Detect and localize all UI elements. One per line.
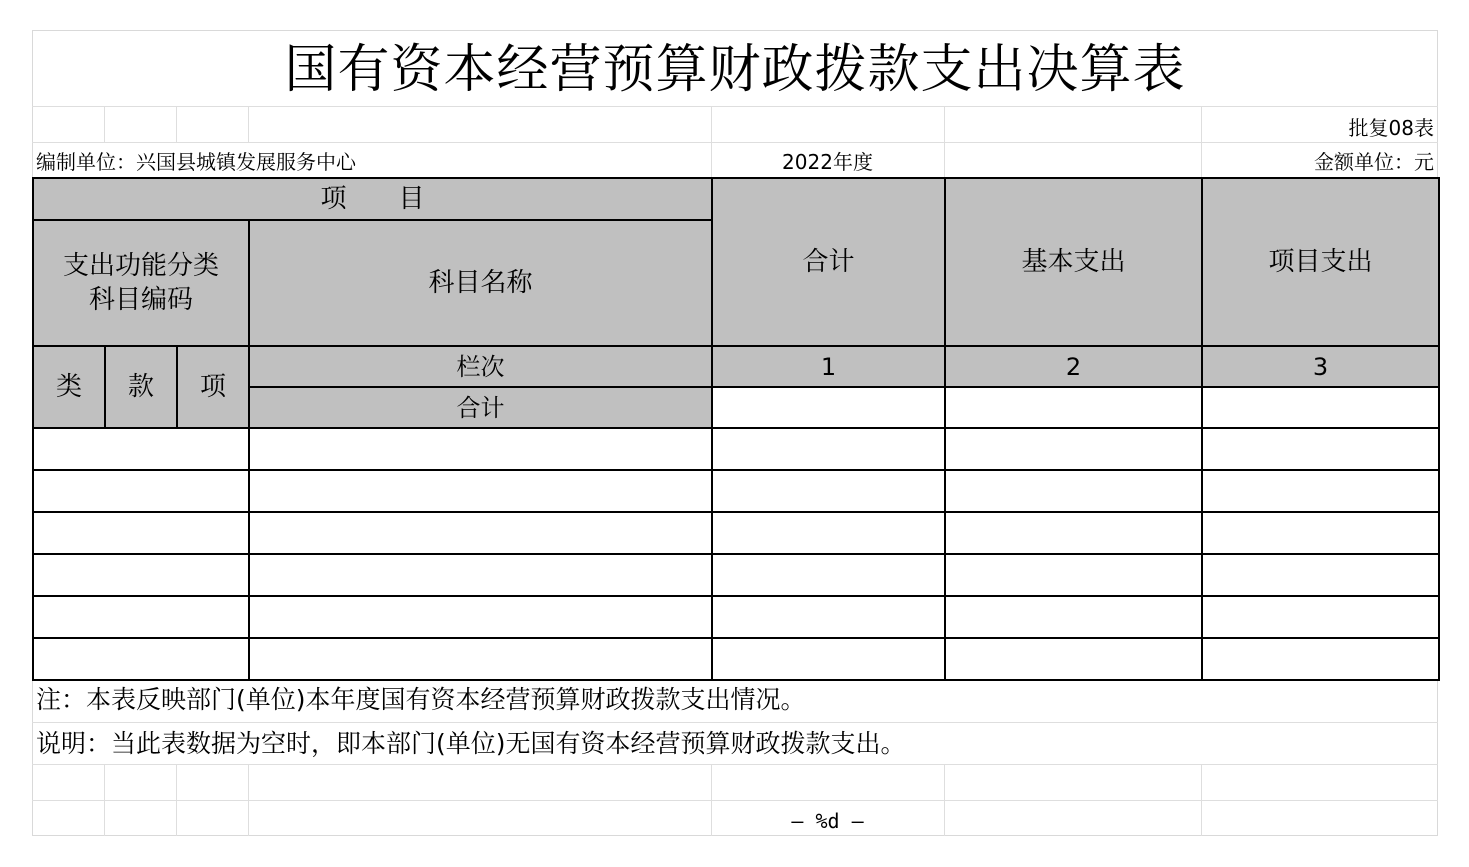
cell-basic[interactable] <box>945 512 1202 554</box>
gridline <box>104 764 105 836</box>
cell-project[interactable] <box>1202 428 1439 470</box>
cell-subject[interactable] <box>249 596 712 638</box>
col-number-2: 2 <box>945 346 1202 387</box>
cell-total-basic[interactable] <box>945 387 1202 428</box>
cell-code[interactable] <box>33 470 249 512</box>
cell-basic[interactable] <box>945 596 1202 638</box>
cell-project[interactable] <box>1202 470 1439 512</box>
row-total-label: 合计 <box>249 387 712 428</box>
row-lanci-label: 栏次 <box>249 346 712 387</box>
cell-subject[interactable] <box>249 554 712 596</box>
header-xiang: 项 <box>177 346 249 428</box>
table-row <box>33 470 1439 512</box>
header-basic-expenditure: 基本支出 <box>945 178 1202 346</box>
cell-total[interactable] <box>712 512 945 554</box>
cell-project[interactable] <box>1202 554 1439 596</box>
header-function-code: 支出功能分类 科目编码 <box>33 220 249 346</box>
cell-subject[interactable] <box>249 638 712 680</box>
cell-project[interactable] <box>1202 512 1439 554</box>
gridline <box>104 106 105 142</box>
cell-code[interactable] <box>33 428 249 470</box>
form-number: 批复08表 <box>1348 116 1434 140</box>
cell-basic[interactable] <box>945 470 1202 512</box>
gridline <box>1201 106 1202 178</box>
cell-project[interactable] <box>1202 638 1439 680</box>
gridline <box>944 106 945 178</box>
cell-subject[interactable] <box>249 428 712 470</box>
cell-total[interactable] <box>712 596 945 638</box>
cell-subject[interactable] <box>249 470 712 512</box>
cell-code[interactable] <box>33 512 249 554</box>
cell-total[interactable] <box>712 554 945 596</box>
note-line: 注：本表反映部门(单位)本年度国有资本经营预算财政拨款支出情况。 <box>36 685 806 714</box>
compiling-unit: 编制单位：兴国县城镇发展服务中心 <box>36 150 356 174</box>
table-row <box>33 596 1439 638</box>
gridline <box>248 106 249 142</box>
gridline <box>1201 764 1202 836</box>
cell-project[interactable] <box>1202 596 1439 638</box>
cell-code[interactable] <box>33 596 249 638</box>
gridline <box>32 800 1438 801</box>
header-project: 项 目 <box>33 178 712 220</box>
table-row <box>33 638 1439 680</box>
gridline <box>176 106 177 142</box>
cell-total-project[interactable] <box>1202 387 1439 428</box>
gridline <box>176 764 177 836</box>
cell-basic[interactable] <box>945 428 1202 470</box>
cell-subject[interactable] <box>249 512 712 554</box>
cell-total[interactable] <box>712 638 945 680</box>
currency-unit: 金额单位：元 <box>1314 150 1434 174</box>
cell-basic[interactable] <box>945 638 1202 680</box>
table-row <box>33 512 1439 554</box>
col-number-3: 3 <box>1202 346 1439 387</box>
gridline <box>32 106 1438 107</box>
gridline <box>32 722 1438 723</box>
header-total: 合计 <box>712 178 945 346</box>
header-subject-name: 科目名称 <box>249 220 712 346</box>
gridline <box>32 142 1438 143</box>
expenditure-table <box>32 177 1440 681</box>
cell-total-sum[interactable] <box>712 387 945 428</box>
table-row <box>33 428 1439 470</box>
cell-basic[interactable] <box>945 554 1202 596</box>
report-title: 国有资本经营预算财政拨款支出决算表 <box>284 40 1186 100</box>
header-kuan: 款 <box>105 346 177 428</box>
cell-code[interactable] <box>33 554 249 596</box>
cell-code[interactable] <box>33 638 249 680</box>
cell-total[interactable] <box>712 470 945 512</box>
header-project-expenditure: 项目支出 <box>1202 178 1439 346</box>
explanation-line: 说明：当此表数据为空时，即本部门(单位)无国有资本经营预算财政拨款支出。 <box>36 729 906 758</box>
header-lei: 类 <box>33 346 105 428</box>
col-number-1: 1 <box>712 346 945 387</box>
report-year: 2022年度 <box>782 150 873 174</box>
cell-total[interactable] <box>712 428 945 470</box>
gridline <box>944 764 945 836</box>
gridline <box>248 764 249 836</box>
table-row <box>33 554 1439 596</box>
gridline <box>32 764 1438 765</box>
page-number-placeholder: — %d — <box>791 809 864 833</box>
